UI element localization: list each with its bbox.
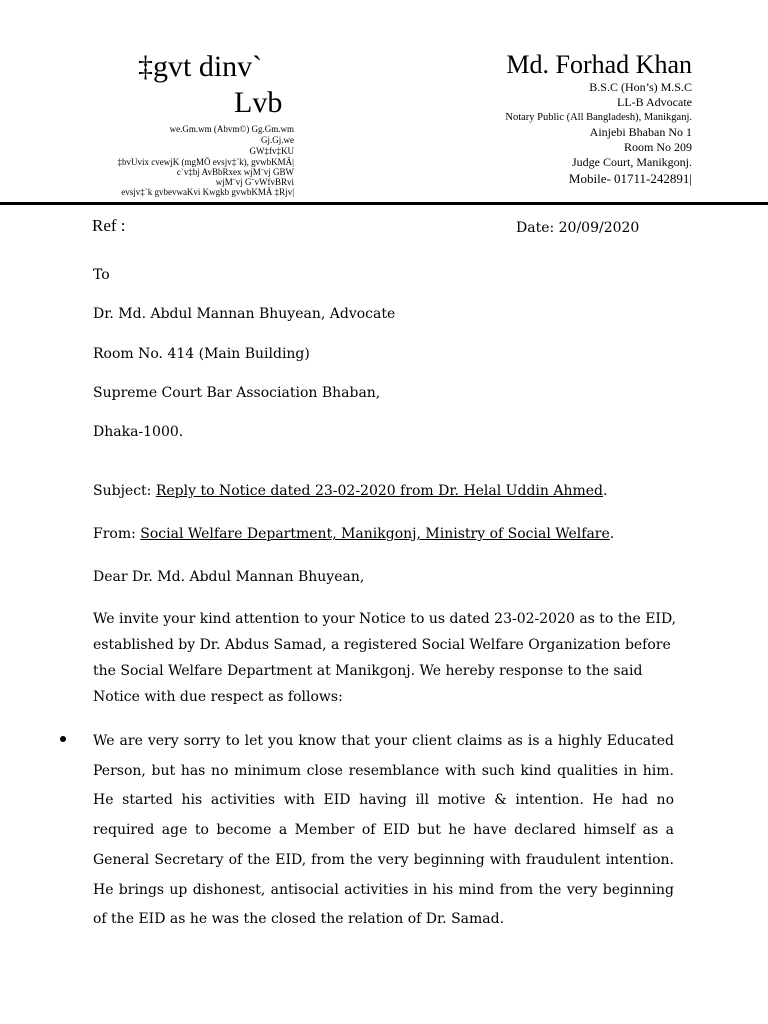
letterhead-title: LL-B Advocate <box>617 95 692 109</box>
recipient-room: Room No. 414 (Main Building) <box>93 346 310 362</box>
letterhead-bn-line: GW‡fv‡KU <box>249 146 294 156</box>
letterhead-bn-line: evsjv‡`k gvbevwaKvi Kwgkb gvwbKMÄ ‡Rjv| <box>121 187 294 197</box>
subject-text: Reply to Notice dated 23-02-2020 from Dr. Helal Uddin Ahmed <box>155 483 604 499</box>
letter-date: Date: 20/09/2020 <box>516 220 640 236</box>
from-line <box>93 524 614 544</box>
letterhead-degree: B.S.C (Hon’s) M.S.C <box>589 80 692 94</box>
to-label: To <box>93 267 110 283</box>
letterhead-notary: Notary Public (All Bangladesh), Manikganj. <box>505 112 692 123</box>
letterhead-bn-line: we.Gm.wm (Abvm©) Gg.Gm.wm <box>169 124 294 134</box>
letterhead-right <box>505 50 692 187</box>
letterhead-room: Room No 209 <box>623 140 692 154</box>
subject-end: . <box>603 483 608 499</box>
letterhead-name: Md. Forhad Khan <box>506 50 692 79</box>
from-end: . <box>609 526 615 542</box>
subject-label: Subject: <box>93 483 156 499</box>
letterhead-name-bn-line2: Lvb <box>234 86 283 119</box>
recipient-city: Dhaka-1000. <box>93 424 184 440</box>
from-label: From: <box>93 526 141 542</box>
salutation: Dear Dr. Md. Abdul Mannan Bhuyean, <box>93 569 365 585</box>
letterhead-bn-line: ‡bvUvix cvewjK (mgMÖ evsjv‡`k), gvwbKMÄ| <box>117 157 294 167</box>
letterhead-left <box>0 0 300 200</box>
from-text: Social Welfare Department, Manikgonj, Ministry of Social Welfare <box>140 526 610 542</box>
ref-label: Ref : <box>92 216 126 235</box>
intro-paragraph: We invite your kind attention to your Notice to us dated 23-02-2020 as to the EID, established by Dr. Abdus Samad, a registered Social Welfare Organization before the Social Welfare Department at Manikgonj. We hereby response to the said Notice with due respect as follows: <box>93 611 677 705</box>
bullet-paragraph: We are very sorry to let you know that your client claims as is a highly Educated Person, but has no minimum close resemblance with such kind qualities in him. He started his activities with EID having ill motive & intention. He had no required age to become a Member of EID but he have declared himself as a General Secretary of the EID, from the very beginning with fraudulent intention. He brings up dishonest, antisocial activities in his mind from the very beginning of the EID as he was the closed the relation of Dr. Samad. <box>93 733 674 928</box>
letterhead-divider <box>0 202 768 205</box>
letterhead-bn-line: wjM¨vj G¨vWfvBRvi <box>215 177 294 187</box>
letterhead-name-bn-line1: ‡gvt dinv` <box>138 50 263 83</box>
letterhead-building: Ainjebi Bhaban No 1 <box>589 125 692 139</box>
recipient-building: Supreme Court Bar Association Bhaban, <box>93 385 381 401</box>
letterhead-bn-line: Gj.Gj.we <box>261 135 294 145</box>
subject-line <box>93 481 607 501</box>
bullet-icon <box>60 736 66 742</box>
letterhead-court: Judge Court, Manikgonj. <box>572 155 692 169</box>
letterhead-mobile: Mobile- 01711-242891| <box>568 171 692 186</box>
letterhead-bn-line: c`v‡bj AvBbRxex wjM¨vj GBW <box>176 167 294 177</box>
recipient-name: Dr. Md. Abdul Mannan Bhuyean, Advocate <box>93 306 396 322</box>
